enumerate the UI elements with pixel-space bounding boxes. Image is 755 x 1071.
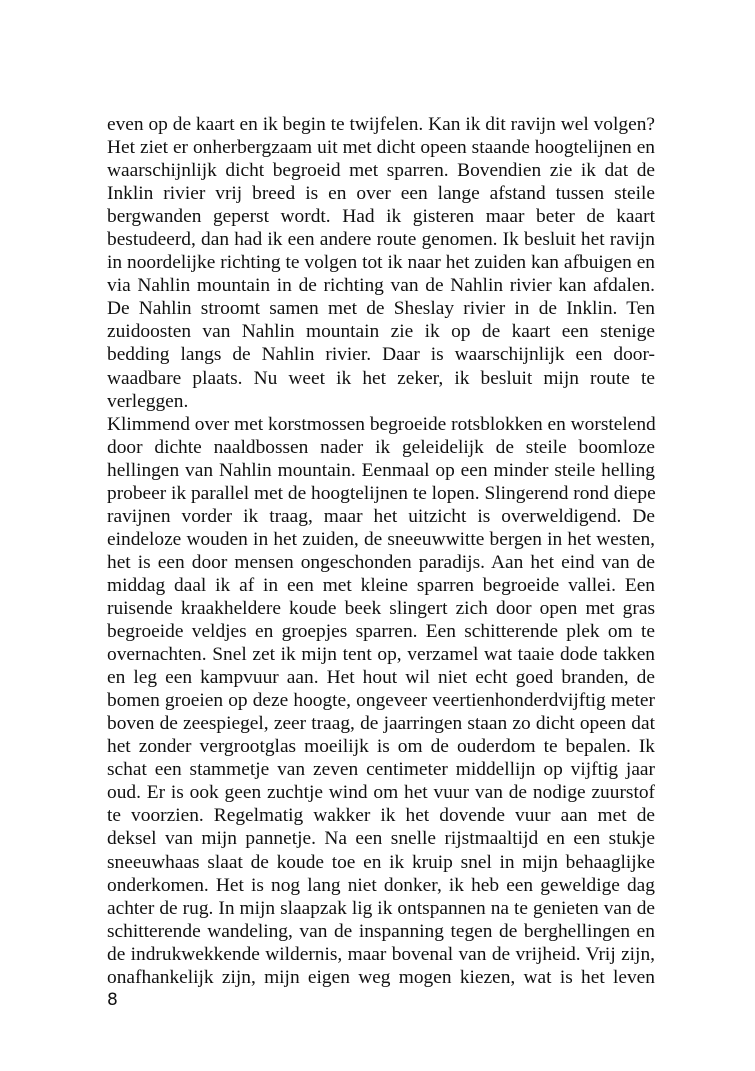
text-line: het is een door mensen ongeschonden paradijs. Aan het eind van de bbox=[107, 551, 655, 573]
text-line: even op de kaart en ik begin te twijfelen. Kan ik dit ravijn wel volgen? bbox=[107, 114, 655, 135]
text-line: Het ziet er onherbergzaam uit met dicht opeen staande hoogtelijnen en bbox=[107, 137, 655, 159]
text-line: bedding langs de Nahlin rivier. Daar is waarschijnlijk een door- bbox=[107, 344, 655, 366]
text-line: De Nahlin stroomt samen met de Sheslay rivier in de Inklin. Ten bbox=[107, 298, 655, 320]
text-line: het zonder vergrootglas moeilijk is om de ouderdom te bepalen. Ik bbox=[107, 736, 655, 758]
text-line: bestudeerd, dan had ik een andere route genomen. Ik besluit het ravijn bbox=[107, 229, 655, 251]
text-line: waadbare plaats. Nu weet ik het zeker, ik besluit mijn route te bbox=[107, 367, 655, 389]
text-line: eindeloze wouden in het zuiden, de sneeuwwitte bergen in het westen, bbox=[107, 528, 655, 550]
text-line: zuidoosten van Nahlin mountain zie ik op de kaart een stenige bbox=[107, 321, 655, 343]
text-line: overnachten. Snel zet ik mijn tent op, verzamel wat taaie dode takken bbox=[107, 644, 655, 666]
text-line: ravijnen vorder ik traag, maar het uitzicht is overweldigend. De bbox=[107, 505, 655, 527]
text-line: boven de zeespiegel, zeer traag, de jaarringen staan zo dicht opeen dat bbox=[107, 713, 655, 735]
text-line: Klimmend over met korstmossen begroeide rotsblokken en worstelend bbox=[107, 413, 656, 435]
text-line: Inklin rivier vrij breed is en over een lange afstand tussen steile bbox=[107, 183, 655, 205]
text-line: hellingen van Nahlin mountain. Eenmaal op een minder steile helling bbox=[107, 459, 655, 481]
text-line: waarschijnlijk dicht begroeid met sparren. Bovendien zie ik dat de bbox=[107, 160, 655, 182]
text-line: te voorzien. Regelmatig wakker ik het dovende vuur aan met de bbox=[107, 805, 655, 827]
text-line: schat een stammetje van zeven centimeter middellijn op vijftig jaar bbox=[107, 759, 655, 781]
text-line: begroeide veldjes en groepjes sparren. Een schitterende plek om te bbox=[107, 621, 655, 643]
body-text bbox=[107, 113, 655, 989]
paragraph-end-line: verleggen. bbox=[107, 390, 189, 412]
text-line: in noordelijke richting te volgen tot ik naar het zuiden kan afbuigen en bbox=[107, 252, 655, 274]
text-line: en leg een kampvuur aan. Het hout wil niet echt goed branden, de bbox=[107, 667, 655, 689]
text-line: onafhankelijk zijn, mijn eigen weg mogen kiezen, wat is het leven bbox=[107, 966, 655, 988]
text-line: door dichte naaldbossen nader ik geleidelijk de steile boomloze bbox=[107, 436, 655, 458]
text-line: ruisende kraakheldere koude beek slingert zich door open met gras bbox=[107, 597, 655, 619]
text-line: schitterende wandeling, van de inspanning tegen de berghellingen en bbox=[107, 920, 655, 942]
page-number: 8 bbox=[107, 990, 118, 1010]
text-line: bomen groeien op deze hoogte, ongeveer veertienhonderdvijftig meter bbox=[107, 690, 655, 712]
text-line: onderkomen. Het is nog lang niet donker, ik heb een geweldige dag bbox=[107, 874, 655, 896]
text-line: bergwanden geperst wordt. Had ik gisteren maar beter de kaart bbox=[107, 206, 655, 228]
text-line: achter de rug. In mijn slaapzak lig ik ontspannen na te genieten van de bbox=[107, 897, 655, 919]
text-line: oud. Er is ook geen zuchtje wind om het vuur van de nodige zuurstof bbox=[107, 782, 655, 804]
text-line: de indrukwekkende wildernis, maar bovenal van de vrijheid. Vrij zijn, bbox=[107, 943, 655, 965]
text-line: probeer ik parallel met de hoogtelijnen te lopen. Slingerend rond diepe bbox=[107, 482, 656, 504]
text-line: deksel van mijn pannetje. Na een snelle rijstmaaltijd en een stukje bbox=[107, 828, 655, 850]
text-line: via Nahlin mountain in de richting van de Nahlin rivier kan afdalen. bbox=[107, 275, 655, 297]
text-line: middag daal ik af in een met kleine sparren begroeide vallei. Een bbox=[107, 574, 655, 596]
text-line: sneeuwhaas slaat de koude toe en ik kruip snel in mijn behaaglijke bbox=[107, 851, 655, 873]
